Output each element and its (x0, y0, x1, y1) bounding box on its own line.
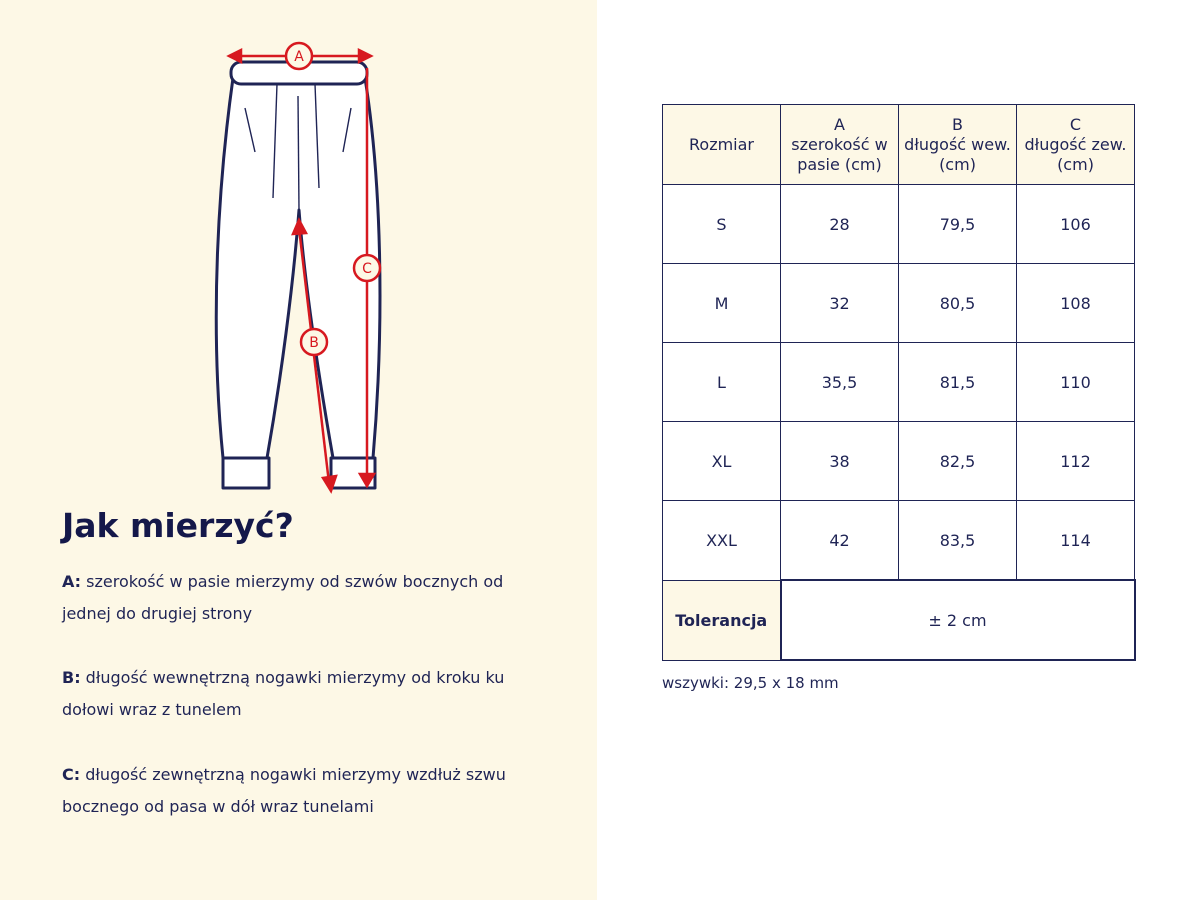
size-cell: XL (663, 422, 781, 501)
header-c-text: długość zew. (cm) (1024, 134, 1127, 174)
table-header-row (663, 105, 1135, 185)
header-size: Rozmiar (663, 105, 781, 185)
header-c (1017, 105, 1135, 185)
measurement-guide-panel (0, 0, 597, 900)
marker-c-label: C (362, 261, 372, 277)
header-b (899, 105, 1017, 185)
outseam-cell: 108 (1017, 264, 1135, 343)
inseam-cell: 79,5 (899, 185, 1017, 264)
waist-cell: 35,5 (781, 343, 899, 422)
waist-cell: 38 (781, 422, 899, 501)
measurement-a-text: szerokość w pasie mierzymy od szwów bocznych od jednej do drugiej strony (62, 572, 504, 623)
outseam-cell: 114 (1017, 501, 1135, 581)
outseam-cell: 110 (1017, 343, 1135, 422)
inseam-cell: 82,5 (899, 422, 1017, 501)
inseam-cell: 80,5 (899, 264, 1017, 343)
pants-illustration (195, 38, 415, 498)
page-title: Jak mierzyć? (62, 506, 294, 545)
header-a-text: szerokość w pasie (cm) (791, 134, 888, 174)
header-b-text: długość wew. (cm) (904, 134, 1011, 174)
tolerance-row (663, 580, 1135, 660)
measurement-b-key: B: (62, 668, 81, 687)
label-size-note: wszywki: 29,5 x 18 mm (662, 674, 839, 692)
size-cell: XXL (663, 501, 781, 581)
measurement-c-description (62, 759, 532, 823)
table-row (663, 501, 1135, 581)
measurement-b-description (62, 662, 532, 726)
measurement-a-description (62, 566, 532, 630)
tolerance-label: Tolerancja (663, 580, 781, 660)
size-cell: S (663, 185, 781, 264)
marker-a-label: A (294, 49, 304, 65)
table-row (663, 422, 1135, 501)
waist-cell: 42 (781, 501, 899, 581)
waist-cell: 28 (781, 185, 899, 264)
size-cell: M (663, 264, 781, 343)
table-row (663, 343, 1135, 422)
marker-b-label: B (309, 335, 319, 351)
table-row (663, 185, 1135, 264)
measurement-b-text: długość wewnętrzną nogawki mierzymy od kroku ku dołowi wraz z tunelem (62, 668, 505, 719)
header-c-letter: C (1069, 114, 1082, 134)
size-cell: L (663, 343, 781, 422)
outseam-cell: 106 (1017, 185, 1135, 264)
size-table (662, 104, 1136, 661)
measurement-c-key: C: (62, 765, 81, 784)
inseam-cell: 83,5 (899, 501, 1017, 581)
header-a-letter: A (834, 114, 845, 134)
tolerance-value: ± 2 cm (781, 580, 1135, 660)
measurement-c-text: długość zewnętrzną nogawki mierzymy wzdłuż szwu bocznego od pasa w dół wraz tunelami (62, 765, 506, 816)
outseam-cell: 112 (1017, 422, 1135, 501)
measurement-a-key: A: (62, 572, 82, 591)
header-b-letter: B (952, 114, 963, 134)
table-row (663, 264, 1135, 343)
waist-cell: 32 (781, 264, 899, 343)
inseam-cell: 81,5 (899, 343, 1017, 422)
header-a (781, 105, 899, 185)
